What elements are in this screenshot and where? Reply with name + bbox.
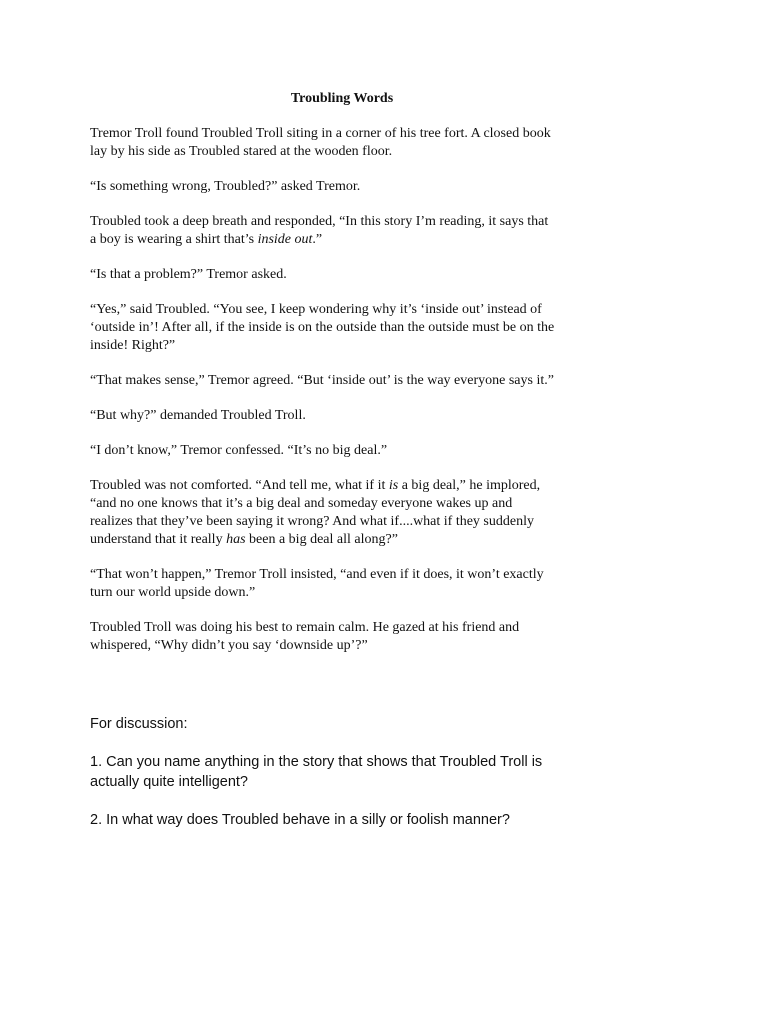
story-section <box>90 90 610 672</box>
italic-text: inside out <box>257 232 313 247</box>
paragraph-line: Tremor Troll found Troubled Troll siting in a corner of his tree fort. A closed book <box>90 126 551 141</box>
text-run: Troubled was not comforted. “And tell me, what if it <box>90 478 389 493</box>
italic-text: has <box>226 532 246 547</box>
story-title: Troubling Words <box>290 91 394 106</box>
paragraph-8 <box>90 442 610 460</box>
paragraph-line: “Yes,” said Troubled. “You see, I keep wondering why it’s ‘inside out’ instead of <box>90 302 542 317</box>
paragraph-10 <box>90 566 610 602</box>
paragraph-1 <box>90 125 610 161</box>
paragraph-line <box>90 231 610 249</box>
discussion-section <box>90 714 590 848</box>
question-line: actually quite intelligent? <box>90 774 248 790</box>
paragraph-5 <box>90 301 610 355</box>
question-line: 2. In what way does Troubled behave in a silly or foolish manner? <box>90 812 510 828</box>
paragraph-11 <box>90 619 610 655</box>
paragraph-3 <box>90 213 610 249</box>
discussion-question-2 <box>90 810 590 830</box>
paragraph-9 <box>90 477 610 549</box>
text-run: a big deal,” he implored, <box>398 478 541 493</box>
paragraph-line <box>90 531 610 549</box>
paragraph-4 <box>90 266 610 284</box>
paragraph-line: “and no one knows that it’s a big deal and someday everyone wakes up and <box>90 496 513 511</box>
discussion-heading: For discussion: <box>90 716 188 732</box>
paragraph-line <box>90 477 610 495</box>
italic-text: is <box>388 478 399 493</box>
paragraph-line: Troubled Troll was doing his best to remain calm. He gazed at his friend and <box>90 620 520 635</box>
paragraph-line: “That won’t happen,” Tremor Troll insisted, “and even if it does, it won’t exactly <box>90 567 544 582</box>
paragraph-line: “That makes sense,” Tremor agreed. “But ‘inside out’ is the way everyone says it.” <box>90 373 554 388</box>
paragraph-line: “Is that a problem?” Tremor asked. <box>90 267 287 282</box>
paragraph-line: realizes that they’ve been saying it wrong? And what if....what if they suddenly <box>90 514 534 529</box>
question-line: 1. Can you name anything in the story that shows that Troubled Troll is <box>90 754 543 770</box>
paragraph-line: “Is something wrong, Troubled?” asked Tremor. <box>90 179 361 194</box>
paragraph-line: whispered, “Why didn’t you say ‘downside up’?” <box>90 638 368 653</box>
paragraph-2 <box>90 178 610 196</box>
text-run: been a big deal all along?” <box>245 532 398 547</box>
paragraph-line: “But why?” demanded Troubled Troll. <box>90 408 306 423</box>
discussion-question-1 <box>90 752 590 792</box>
paragraph-line: inside! Right?” <box>90 338 176 353</box>
text-run: .” <box>312 232 323 247</box>
paragraph-7 <box>90 407 610 425</box>
text-run: understand that it really <box>90 532 227 547</box>
paragraph-line: ‘outside in’! After all, if the inside is on the outside than the outside must be on the <box>90 320 555 335</box>
paragraph-line: lay by his side as Troubled stared at the wooden floor. <box>90 144 393 159</box>
paragraph-line: turn our world upside down.” <box>90 585 256 600</box>
paragraph-line: Troubled took a deep breath and responded, “In this story I’m reading, it says that <box>90 214 549 229</box>
paragraph-6 <box>90 372 610 390</box>
paragraph-line: “I don’t know,” Tremor confessed. “It’s no big deal.” <box>90 443 388 458</box>
text-run: a boy is wearing a shirt that’s <box>90 232 258 247</box>
